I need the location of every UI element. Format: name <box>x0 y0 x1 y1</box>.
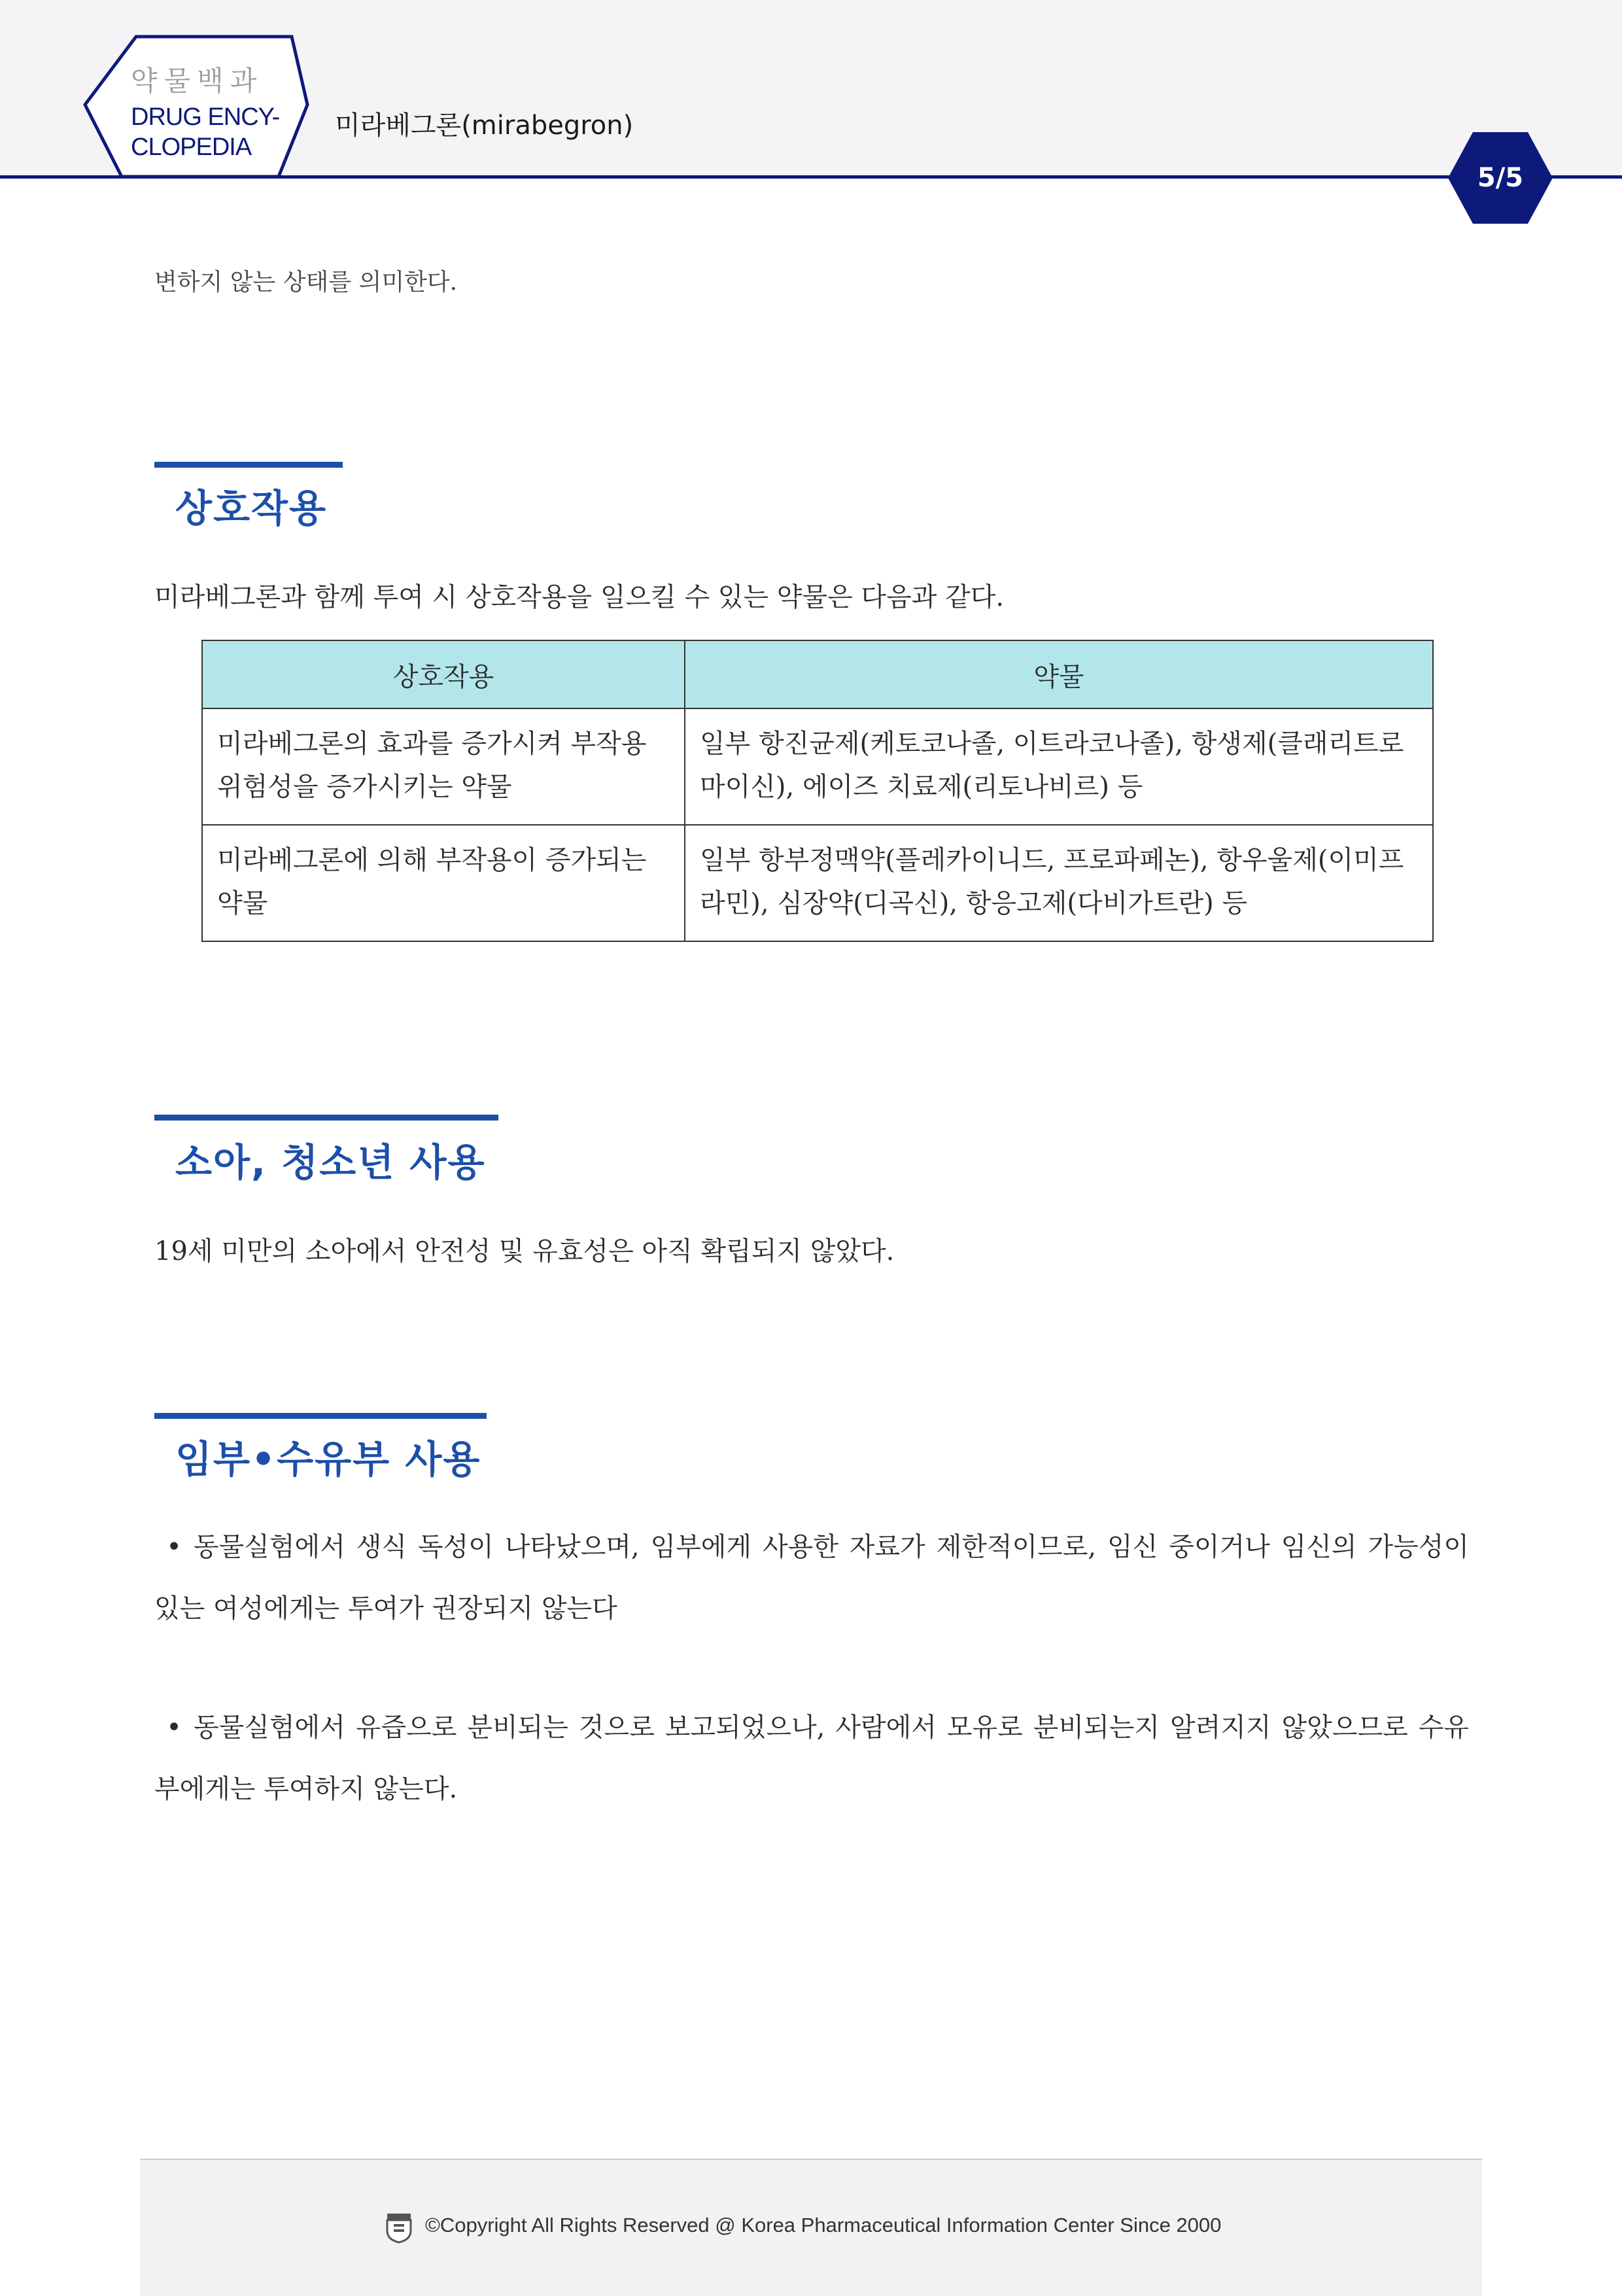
pediatric-text: 19세 미만의 소아에서 안전성 및 유효성은 아직 확립되지 않았다. <box>154 1236 895 1266</box>
section-bar-pregnancy <box>154 1413 487 1419</box>
interactions-intro: 미라베그론과 함께 투여 시 상호작용을 일으킬 수 있는 약물은 다음과 같다. <box>154 582 1005 612</box>
section-bar-pediatric <box>154 1115 498 1121</box>
document-title: 미라베그론(mirabegron) <box>335 111 634 141</box>
bullet-dot: • <box>166 1713 182 1743</box>
logo[interactable] <box>131 63 301 162</box>
interactions-table <box>201 640 1434 942</box>
logo-english-line2: CLOPEDIA <box>131 133 252 161</box>
list-item-text: 동물실험에서 생식 독성이 나타났으며, 임부에게 사용한 자료가 제한적이므로, 임신 중이거나 임신의 가능성이 있는 여성에게는 투여가 권장되지 않는다 <box>154 1532 1469 1624</box>
list-item-text: 동물실험에서 유즙으로 분비되는 것으로 보고되었으나, 사람에서 모유로 분비되는지 알려지지 않았으므로 수유부에게는 투여하지 않는다. <box>154 1713 1469 1804</box>
table-row <box>202 708 1433 825</box>
section-title-pediatric: 소아, 청소년 사용 <box>175 1140 486 1185</box>
table-row <box>202 825 1433 941</box>
page-indicator: 5/5 <box>1477 163 1524 193</box>
section-title-interactions: 상호작용 <box>175 486 328 531</box>
list-item <box>154 1516 1469 1639</box>
section-bar-interactions <box>154 462 343 468</box>
table-cell-interaction: 미라베그론의 효과를 증가시켜 부작용 위험성을 증가시키는 약물 <box>202 708 685 825</box>
table-header-row <box>202 640 1433 708</box>
logo-english-line1: DRUG ENCY- <box>131 103 280 131</box>
bullet-dot: • <box>166 1532 182 1562</box>
table-cell-drugs: 일부 항부정맥약(플레카이니드, 프로파페논), 항우울제(이미프라민), 심장약(디곡신), 항응고제(다비가트란) 등 <box>685 825 1433 941</box>
intro-tail-text: 변하지 않는 상태를 의미한다. <box>154 269 458 296</box>
table-cell-interaction: 미라베그론에 의해 부작용이 증가되는 약물 <box>202 825 685 941</box>
list-item <box>154 1697 1469 1820</box>
table-header-drugs: 약물 <box>685 640 1433 708</box>
logo-korean: 약물백과 <box>131 65 264 97</box>
table-header-interaction: 상호작용 <box>202 640 685 708</box>
footer-copyright: ©Copyright All Rights Reserved @ Korea Pharmaceutical Information Center Since 2000 <box>425 2214 1222 2236</box>
section-title-pregnancy: 임부•수유부 사용 <box>175 1437 481 1482</box>
shield-icon <box>385 2212 413 2244</box>
table-cell-drugs: 일부 항진균제(케토코나졸, 이트라코나졸), 항생제(클래리트로마이신), 에이즈 치료제(리토나비르) 등 <box>685 708 1433 825</box>
